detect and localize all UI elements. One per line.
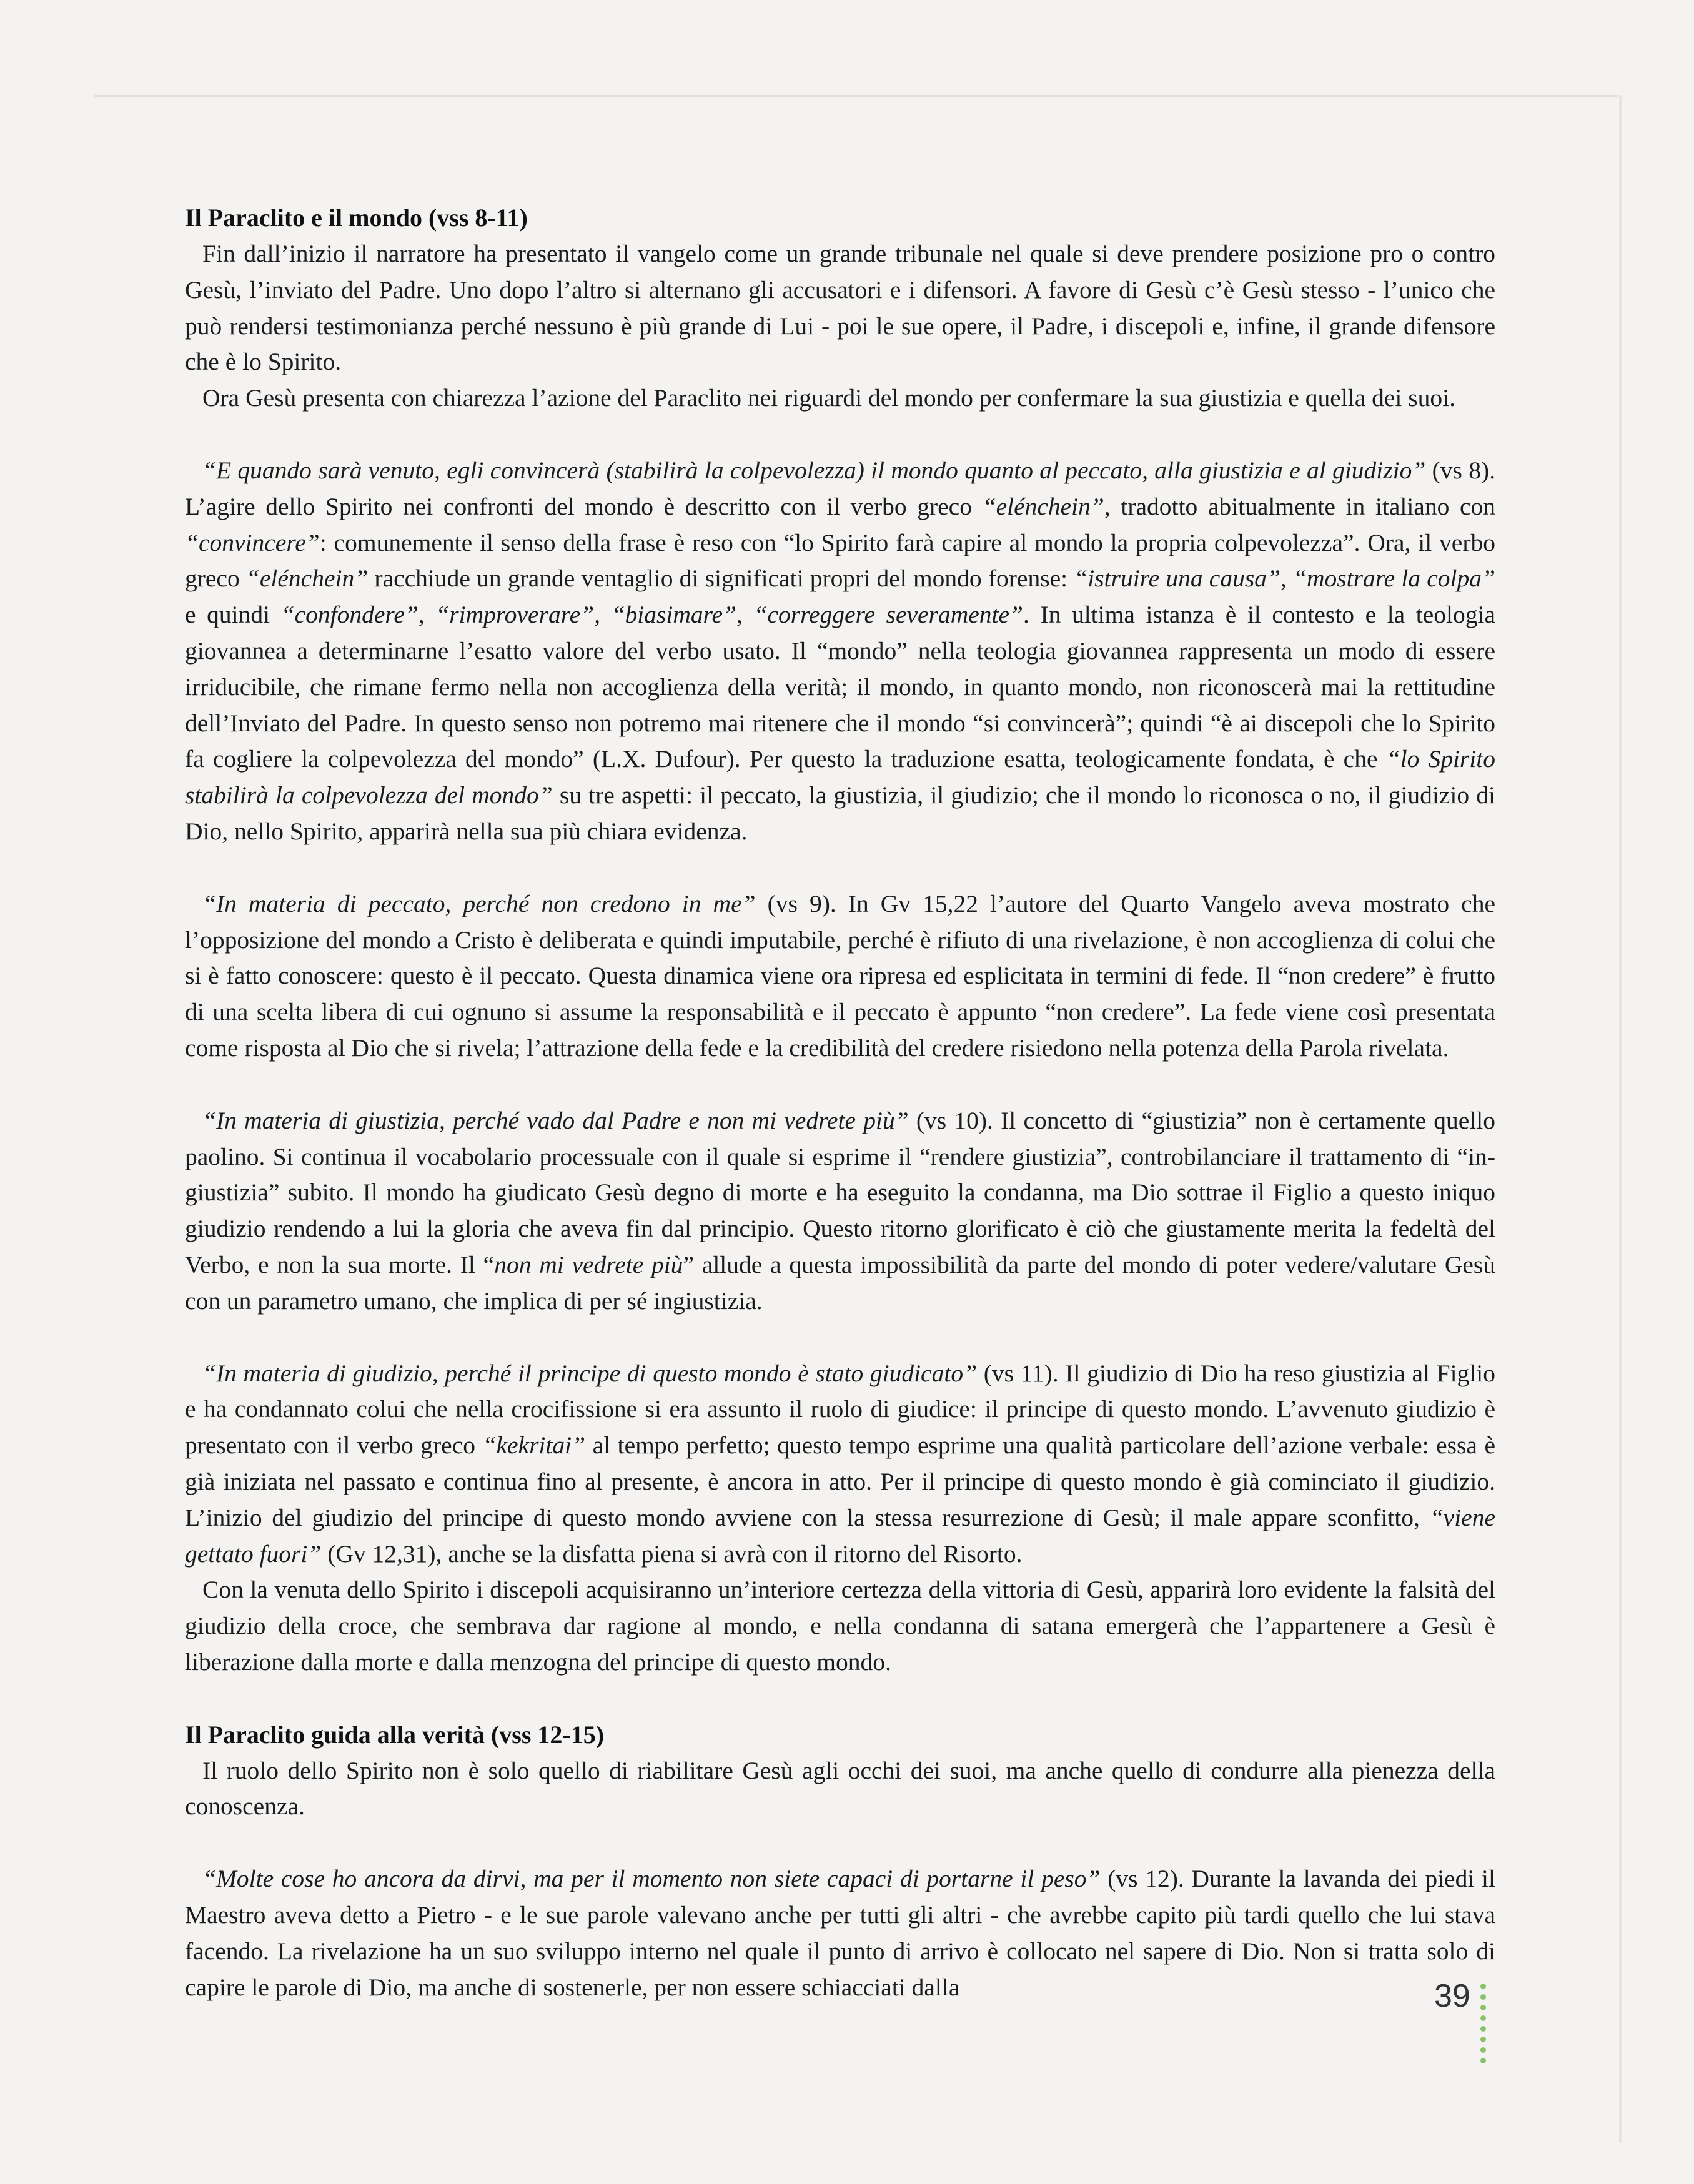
page-top-edge	[94, 95, 1618, 97]
section-heading-guida-verita: Il Paraclito guida alla verità (vss 12-15)	[185, 1720, 605, 1749]
page-right-edge	[1619, 95, 1622, 2143]
page-number: 39	[1434, 1978, 1470, 2014]
decorative-dot	[1480, 2058, 1486, 2063]
paragraph-venuta-spirito: Con la venuta dello Spirito i discepoli acquisiranno un’interiore certezza della vittoria di Gesù, apparirà loro evidente la falsità del giudizio della croce, che sembrava dar ragione al mondo, e nella condanna di satana emergerà che l’appartenere a Gesù è liberazione dalla morte e dalla menzogna del principe di questo mondo.	[185, 1576, 1495, 1676]
paragraph-ruolo-spirito: Il ruolo dello Spirito non è solo quello di riabilitare Gesù agli occhi dei suoi, ma anche quello di condurre alla pienezza della conoscenza.	[185, 1756, 1495, 1821]
decorative-dot	[1480, 2015, 1486, 2021]
paragraph-peccato: “In materia di peccato, perché non credono in me” (vs 9). In Gv 15,22 l’autore del Quarto Vangelo aveva mostrato che l’opposizione del mondo a Cristo è deliberata e quindi imputabile, perché è rifiuto di una rivelazione, è non accoglienza di colui che si è fatto conoscere: questo è il peccato. Questa dinamica viene ora ripresa ed esplicitata in termini di fede. Il “non credere” è frutto di una scelta libera di cui ognuno si assume la responsabilità e il peccato è appunto “non credere”. La fede viene così presentata come risposta al Dio che si rivela; l’attrazione della fede e la credibilità del credere risiedono nella potenza della Parola rivelata.	[185, 889, 1495, 1062]
paragraph-convincera: “E quando sarà venuto, egli convincerà (stabilirà la colpevolezza) il mondo quanto al peccato, alla giustizia e al giudizio” (vs 8). L’agire dello Spirito nei confronti del mondo è descritto con il verbo greco “elénchein”, tradotto abitualmente in italiano con “convincere”: comunemente il senso della frase è reso con “lo Spirito farà capire al mondo la propria colpevolezza”. Ora, il verbo greco “elénchein” racchiude un grande ventaglio di significati propri del mondo forense: “istruire una causa”, “mostrare la colpa” e quindi “confondere”, “rimproverare”, “biasimare”, “correggere severamente”. In ultima istanza è il contesto e la teologia giovannea a determinarne l’esatto valore del verbo usato. Il “mondo” nella teologia giovannea rappresenta un modo di essere irriducibile, che rimane fermo nella non accoglienza della verità; il mondo, in quanto mondo, non riconoscerà mai la rettitudine dell’Inviato del Padre. In questo senso non potremo mai ritenere che il mondo “si convincerà”; quindi “è ai discepoli che lo Spirito fa cogliere la colpevolezza del mondo” (L.X. Dufour). Per questo la traduzione esatta, teologicamente fondata, è che “lo Spirito stabilirà la colpevolezza del mondo” su tre aspetti: il peccato, la giustizia, il giudizio; che il mondo lo riconosca o no, il giudizio di Dio, nello Spirito, apparirà nella sua più chiara evidenza.	[185, 456, 1496, 845]
decorative-dot	[1480, 2026, 1486, 2032]
paragraph-molte-cose: “Molte cose ho ancora da dirvi, ma per il momento non siete capaci di portarne il peso” (vs 12). Durante la lavanda dei piedi il Maestro aveva detto a Pietro - e le sue parole valevano anche per tutti gli altri - che avrebbe capito più tardi quello che lui stava facendo. La rivelazione ha un suo sviluppo interno nel quale il punto di arrivo è collocato nel sapere di Dio. Non si tratta solo di capire le parole di Dio, ma anche di sostenerle, per non essere schiacciati dalla	[185, 1865, 1495, 2001]
decorative-dot	[1480, 2047, 1486, 2053]
decorative-dot	[1480, 2005, 1486, 2010]
decorative-dot	[1480, 1994, 1486, 2000]
paragraph-giustizia: “In materia di giustizia, perché vado dal Padre e non mi vedrete più” (vs 10). Il concetto di “giustizia” non è certamente quello paolino. Si continua il vocabolario processuale con il quale si esprime il “rendere giustizia”, controbilanciare il trattamento di “in-giustizia” subito. Il mondo ha giudicato Gesù degno di morte e ha eseguito la condanna, ma Dio sottrae il Figlio a questo iniquo giudizio rendendo a lui la gloria che aveva fin dal principio. Questo ritorno glorificato è ciò che giustamente merita la fedeltà del Verbo, e non la sua morte. Il “non mi vedrete più” allude a questa impossibilità da parte del mondo di poter vedere/valutare Gesù con un parametro umano, che implica di per sé ingiustizia.	[185, 1106, 1495, 1315]
decorative-dot	[1480, 1984, 1486, 1989]
paragraph-action: Ora Gesù presenta con chiarezza l’azione del Paraclito nei riguardi del mondo per confermare la sua giustizia e quella dei suoi.	[202, 384, 1455, 412]
decorative-dot	[1480, 2037, 1486, 2042]
paragraph-giudizio: “In materia di giudizio, perché il principe di questo mondo è stato giudicato” (vs 11). Il giudizio di Dio ha reso giustizia al Figlio e ha condannato colui che nella crocifissione si era assunto il ruolo di giudice: il principe di questo mondo. L’avvenuto giudizio è presentato con il verbo greco “kekritai” al tempo perfetto; questo tempo esprime una qualità particolare dell’azione verbale: essa è già iniziata nel passato e continua fino al presente, è ancora in atto. Per il principe di questo mondo è già cominciato il giudizio. L’inizio del giudizio del principe di questo mondo avviene con la stessa resurrezione di Gesù; il male appare sconfitto, “viene gettato fuori” (Gv 12,31), anche se la disfatta piena si avrà con il ritorno del Risorto.	[185, 1359, 1496, 1568]
paragraph-intro: Fin dall’inizio il narratore ha presentato il vangelo come un grande tribunale nel quale si deve prendere posizione pro o contro Gesù, l’inviato del Padre. Uno dopo l’altro si alternano gli accusatori e i difensori. A favore di Gesù c’è Gesù stesso - l’unico che può rendersi testimonianza perché nessuno è più grande di Lui - poi le sue opere, il Padre, i discepoli e, infine, il grande difensore che è lo Spirito.	[185, 240, 1495, 376]
section-heading-paraclito-mondo: Il Paraclito e il mondo (vss 8-11)	[185, 204, 528, 232]
article-body	[185, 200, 1495, 2005]
page-number-dots	[1480, 1984, 1489, 2068]
